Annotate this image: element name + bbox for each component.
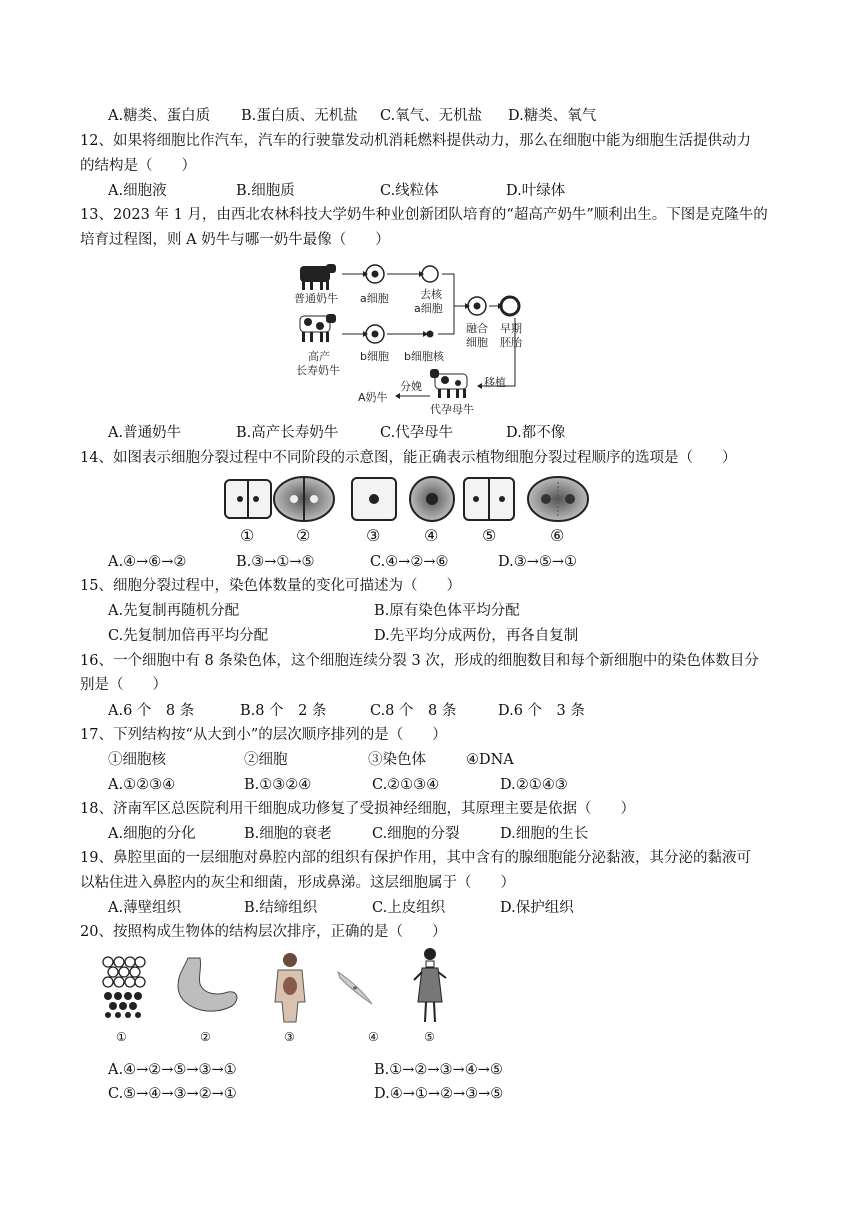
enucleated-cell-icon — [422, 266, 438, 282]
q12-option-c[interactable]: C.线粒体 — [380, 183, 439, 199]
q19-stem-line1: 19、鼻腔里面的一层细胞对鼻腔内部的组织有保护作用，其中含有的腺细胞能分泌黏液，其分泌的黏液可 — [80, 850, 751, 866]
figure-number-4: ④ — [424, 526, 439, 545]
q17-option-a[interactable]: A.①②③④ — [108, 777, 176, 793]
q12-stem-line1: 12、如果将细胞比作汽车，汽车的行驶靠发动机消耗燃料提供动力，那么在细胞中能为细胞生活提供动力 — [80, 133, 751, 149]
q14-stem: 14、如图表示细胞分裂过程中不同阶段的示意图，能正确表示植物细胞分裂过程顺序的选项是（ ） — [80, 450, 737, 466]
label-b-nucleus: b细胞核 — [404, 350, 444, 363]
structure-number-2: ② — [200, 1030, 211, 1044]
label-early: 早期 — [500, 322, 522, 335]
q19-option-d[interactable]: D.保护组织 — [500, 900, 574, 916]
q13-option-c[interactable]: C.代孕母牛 — [380, 425, 454, 441]
cloning-diagram — [290, 256, 530, 416]
q20-option-a[interactable]: A.④→②→⑤→③→① — [108, 1062, 237, 1078]
person-icon — [414, 948, 446, 1022]
tissue-icon — [102, 956, 145, 1018]
q16-stem-line1: 16、一个细胞中有 8 条染色体，这个细胞连续分裂 3 次，形成的细胞数目和每个新细胞中的染色体数目分 — [80, 653, 759, 669]
label-b-cell: b细胞 — [360, 350, 389, 363]
embryo-icon — [501, 297, 519, 315]
q11-option-d[interactable]: D.糖类、氧气 — [508, 108, 597, 124]
q18-stem: 18、济南军区总医院利用干细胞成功修复了受损神经细胞，其原理主要是依据（ ） — [80, 801, 635, 817]
structure-levels-figure — [100, 946, 460, 1051]
q20-option-c[interactable]: C.⑤→④→③→②→① — [108, 1086, 237, 1102]
q17-item-1: ①细胞核 — [108, 752, 166, 768]
figure-number-5: ⑤ — [482, 526, 497, 545]
label-cell: 细胞 — [466, 336, 488, 349]
high-yield-cow-icon — [300, 314, 336, 342]
q17-item-3: ③染色体 — [368, 752, 426, 768]
q12-stem-line2: 的结构是（ ） — [80, 158, 196, 174]
structure-number-5: ⑤ — [424, 1030, 435, 1044]
q16-option-c[interactable]: C.8 个 8 条 — [370, 703, 457, 719]
q13-stem-line2: 培育过程图，则 A 奶牛与哪一奶牛最像（ ） — [80, 232, 390, 248]
surrogate-cow-icon — [430, 369, 467, 398]
q12-option-b[interactable]: B.细胞质 — [236, 183, 295, 199]
q13-option-d[interactable]: D.都不像 — [506, 425, 566, 441]
cell-stage-4 — [410, 477, 454, 521]
cell-stage-3 — [352, 478, 396, 520]
q16-option-b[interactable]: B.8 个 2 条 — [240, 703, 327, 719]
q17-option-b[interactable]: B.①③②④ — [244, 777, 312, 793]
label-transplant: 移植 — [484, 376, 506, 389]
cell-stage-5 — [464, 478, 514, 520]
label-embryo: 胚胎 — [500, 336, 522, 349]
figure-number-1: ① — [240, 526, 255, 545]
q15-option-c[interactable]: C.先复制加倍再平均分配 — [108, 628, 269, 644]
q18-option-b[interactable]: B.细胞的衰老 — [244, 826, 332, 842]
q20-option-b[interactable]: B.①→②→③→④→⑤ — [374, 1062, 503, 1078]
q11-option-b[interactable]: B.蛋白质、无机盐 — [241, 108, 358, 124]
q19-option-b[interactable]: B.结缔组织 — [244, 900, 318, 916]
cell-division-svg — [220, 472, 600, 527]
q11-option-a[interactable]: A.糖类、蛋白质 — [108, 108, 211, 124]
structure-levels-svg — [100, 946, 460, 1026]
label-long-life-cow: 长寿奶牛 — [296, 364, 340, 377]
q14-option-c[interactable]: C.④→②→⑥ — [370, 554, 449, 570]
q13-option-a[interactable]: A.普通奶牛 — [108, 425, 182, 441]
q19-option-a[interactable]: A.薄壁组织 — [108, 900, 182, 916]
figure-number-6: ⑥ — [550, 526, 565, 545]
label-birth: 分娩 — [400, 380, 422, 393]
cell-icon — [338, 972, 372, 1004]
q17-item-2: ②细胞 — [244, 752, 288, 768]
structure-number-3: ③ — [284, 1030, 295, 1044]
q19-option-c[interactable]: C.上皮组织 — [372, 900, 446, 916]
q18-option-a[interactable]: A.细胞的分化 — [108, 826, 196, 842]
q11-option-c[interactable]: C.氧气、无机盐 — [380, 108, 483, 124]
q16-stem-line2: 别是（ ） — [80, 677, 167, 693]
label-a-cell: a细胞 — [360, 292, 389, 305]
cell-stage-2 — [274, 477, 334, 521]
q14-option-a[interactable]: A.④→⑥→② — [108, 554, 187, 570]
q17-option-c[interactable]: C.②①③④ — [372, 777, 440, 793]
cell-stage-6 — [528, 477, 588, 521]
q13-option-b[interactable]: B.高产长寿奶牛 — [236, 425, 339, 441]
q16-option-a[interactable]: A.6 个 8 条 — [108, 703, 195, 719]
cell-stage-1 — [225, 480, 271, 518]
q15-option-d[interactable]: D.先平均分成两份，再各自复制 — [374, 628, 579, 644]
label-fusion: 融合 — [466, 322, 488, 335]
q14-option-d[interactable]: D.③→⑤→① — [498, 554, 578, 570]
q12-option-d[interactable]: D.叶绿体 — [506, 183, 566, 199]
q13-stem-line1: 13、2023 年 1 月，由西北农林科技大学奶牛种业创新团队培育的“超高产奶牛”顺利出生。下图是克隆牛的 — [80, 207, 768, 223]
figure-number-3: ③ — [366, 526, 381, 545]
label-remove-nucleus: 去核 — [420, 288, 442, 301]
q17-option-d[interactable]: D.②①④③ — [500, 777, 568, 793]
structure-number-4: ④ — [368, 1030, 379, 1044]
q20-stem: 20、按照构成生物体的结构层次排序，正确的是（ ） — [80, 924, 447, 940]
q15-option-a[interactable]: A.先复制再随机分配 — [108, 603, 240, 619]
q16-option-d[interactable]: D.6 个 3 条 — [498, 703, 585, 719]
q19-stem-line2: 以粘住进入鼻腔内的灰尘和细菌，形成鼻涕。这层细胞属于（ ） — [80, 875, 515, 891]
structure-number-1: ① — [116, 1030, 127, 1044]
q15-option-b[interactable]: B.原有染色体平均分配 — [374, 603, 520, 619]
label-normal-cow: 普通奶牛 — [294, 292, 338, 305]
label-surrogate-cow: 代孕母牛 — [430, 403, 474, 416]
cell-division-figure — [220, 472, 600, 552]
q14-option-b[interactable]: B.③→①→⑤ — [236, 554, 315, 570]
figure-number-2: ② — [296, 526, 311, 545]
q12-option-a[interactable]: A.细胞液 — [108, 183, 167, 199]
q20-option-d[interactable]: D.④→①→②→③→⑤ — [374, 1086, 504, 1102]
q18-option-d[interactable]: D.细胞的生长 — [500, 826, 589, 842]
human-organs-icon — [275, 953, 305, 1022]
q15-stem: 15、细胞分裂过程中，染色体数量的变化可描述为（ ） — [80, 578, 461, 594]
q17-item-4: ④DNA — [466, 752, 514, 768]
label-a-cell-2: a细胞 — [414, 302, 443, 315]
normal-cow-icon — [300, 264, 336, 290]
label-high-yield: 高产 — [308, 350, 330, 363]
q17-stem: 17、下列结构按“从大到小”的层次顺序排列的是（ ） — [80, 727, 447, 743]
label-a-cow: A奶牛 — [358, 391, 388, 404]
stomach-icon — [178, 958, 237, 1011]
q18-option-c[interactable]: C.细胞的分裂 — [372, 826, 460, 842]
